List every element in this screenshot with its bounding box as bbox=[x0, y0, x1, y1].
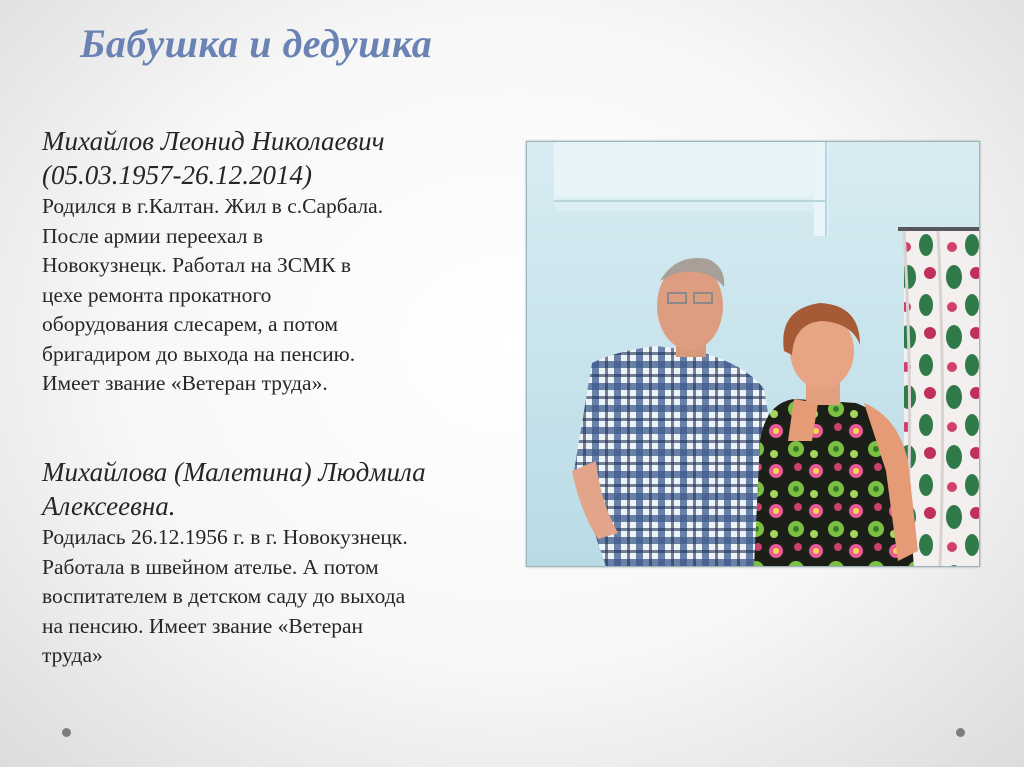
bio-line: Родилась 26.12.1956 г. в г. Новокузнецк. bbox=[42, 525, 408, 549]
grandfather-name: Михайлов Леонид Николаевич bbox=[42, 126, 385, 156]
grandfather-bio bbox=[42, 124, 522, 399]
grandmother-name: Михайлова (Малетина) Людмила bbox=[42, 457, 426, 487]
bio-line: Имеет звание «Ветеран труда». bbox=[42, 371, 328, 395]
grandmother-name-cont: Алексеевна. bbox=[42, 491, 176, 521]
bio-line: После армии переехал в bbox=[42, 223, 264, 248]
decorative-dot-right bbox=[956, 728, 965, 737]
bio-line: Работала в швейном ателье. А потом bbox=[42, 554, 379, 579]
bio-line: оборудования слесарем, а потом bbox=[42, 312, 338, 336]
slide-title: Бабушка и дедушка bbox=[80, 21, 433, 66]
couple-photo bbox=[526, 141, 980, 567]
bio-line: бригадиром до выхода на пенсию. bbox=[42, 341, 356, 366]
bio-line: Родился в г.Калтан. Жил в с.Сарбала. bbox=[42, 194, 384, 218]
bio-line: воспитателем в детском саду до выхода bbox=[42, 584, 406, 608]
bio-line: труда» bbox=[42, 643, 103, 667]
grandmother-bio bbox=[42, 455, 522, 671]
decorative-dot-left bbox=[62, 728, 71, 737]
bio-line: Новокузнецк. Работал на ЗСМК в bbox=[42, 253, 352, 277]
grandfather-dates: (05.03.1957-26.12.2014) bbox=[42, 160, 312, 190]
bio-line: цехе ремонта прокатного bbox=[42, 282, 272, 307]
bio-line: на пенсию. Имеет звание «Ветеран bbox=[42, 613, 364, 638]
couple-photo-illustration bbox=[526, 141, 980, 567]
